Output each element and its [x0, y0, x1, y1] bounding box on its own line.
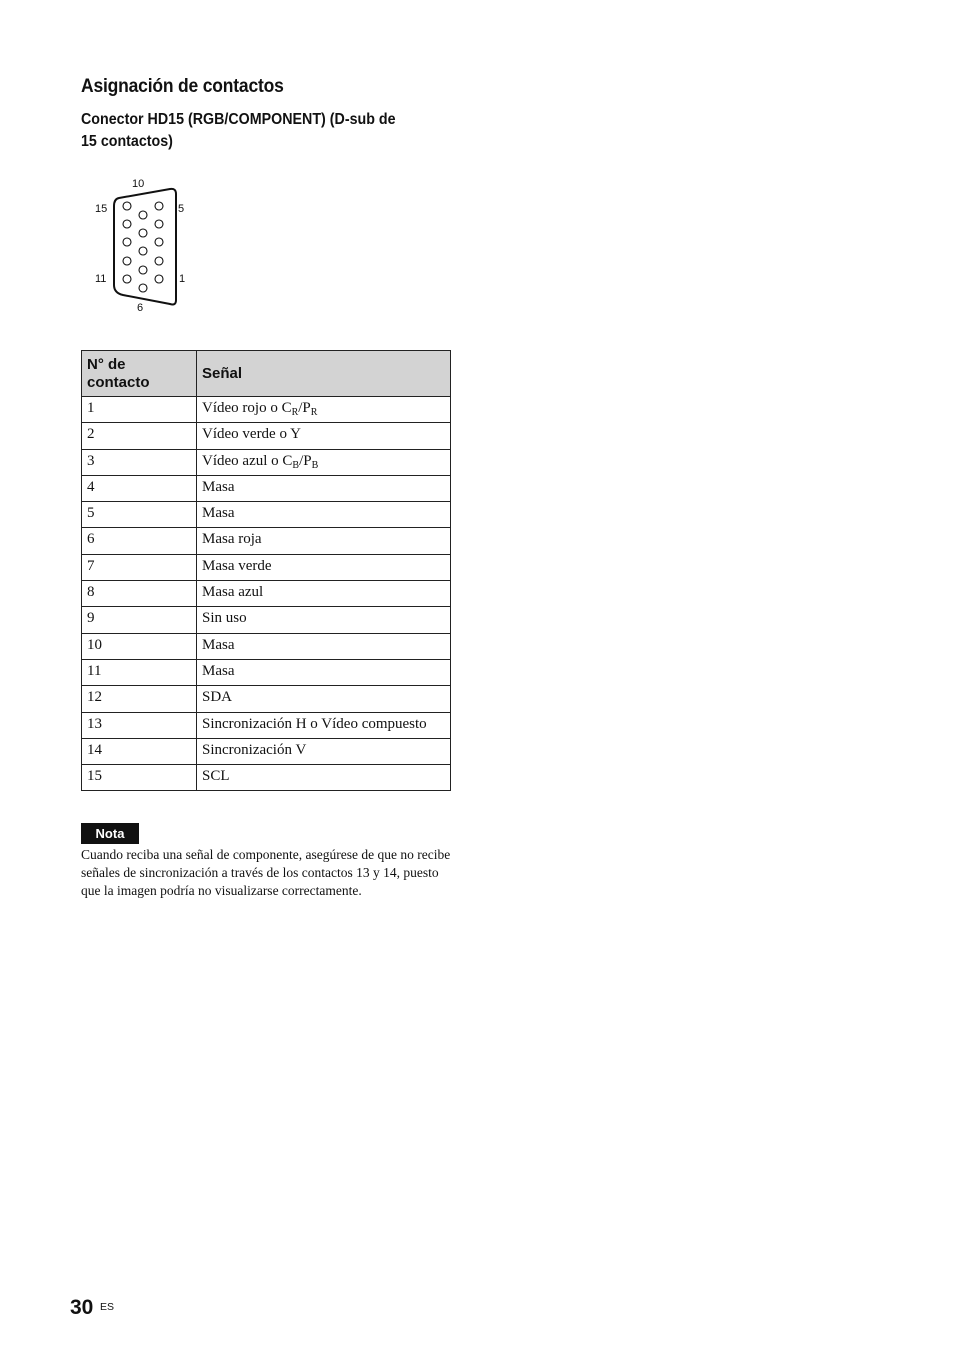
section-title: Asignación de contactos	[81, 76, 284, 97]
pin-number-cell: 2	[82, 423, 197, 449]
pin-number-cell: 13	[82, 712, 197, 738]
table-row	[82, 765, 451, 791]
pin-number-cell: 5	[82, 502, 197, 528]
signal-cell	[197, 528, 451, 554]
signal-cell	[197, 738, 451, 764]
signal-cell	[197, 475, 451, 501]
note-badge: Nota	[81, 823, 139, 844]
pin-number-cell: 6	[82, 528, 197, 554]
table-row	[82, 686, 451, 712]
table-row	[82, 423, 451, 449]
hd15-connector-diagram	[90, 172, 200, 317]
signal-cell	[197, 502, 451, 528]
signal-cell	[197, 659, 451, 685]
pin-hole	[123, 202, 131, 210]
pin-label-11: 11	[95, 273, 107, 285]
signal-text: Masa	[202, 478, 235, 495]
signal-text-mid: /P	[299, 452, 312, 469]
table-row	[82, 607, 451, 633]
note-text: Cuando reciba una señal de componente, asegúrese de que no recibe señales de sincronización a través de los contactos 13 y 14, puesto que la imagen podría no visualizarse correctamente.	[81, 847, 451, 898]
pin-hole	[139, 247, 147, 255]
pin-number-cell: 7	[82, 554, 197, 580]
table-row	[82, 659, 451, 685]
header-signal: Señal	[197, 351, 451, 397]
pin-number-cell: 4	[82, 475, 197, 501]
signal-text: Masa	[202, 636, 235, 653]
signal-cell	[197, 686, 451, 712]
pin-number-cell: 10	[82, 633, 197, 659]
pin-hole	[139, 229, 147, 237]
table-row	[82, 581, 451, 607]
signal-subscript: R	[310, 407, 318, 418]
header-pin-number: N° de contacto	[82, 351, 197, 397]
table-row	[82, 528, 451, 554]
pin-label-15: 15	[95, 203, 108, 215]
signal-cell	[197, 397, 451, 423]
signal-text: Sin uso	[202, 610, 247, 627]
table-row	[82, 475, 451, 501]
table-row	[82, 397, 451, 423]
pin-hole	[123, 275, 131, 283]
signal-text: Vídeo verde o Y	[202, 426, 301, 443]
pin-label-5: 5	[178, 203, 185, 215]
pin-hole	[155, 220, 163, 228]
table-row	[82, 738, 451, 764]
signal-text-mid: /P	[298, 400, 311, 416]
signal-text: Sincronización V	[202, 741, 307, 758]
signal-text: Vídeo rojo o C	[202, 400, 292, 416]
signal-cell	[197, 765, 451, 791]
pin-number-cell: 9	[82, 607, 197, 633]
pin-label-6: 6	[137, 302, 144, 314]
signal-text: Sincronización H o Vídeo compuesto	[202, 715, 427, 732]
pin-label-10: 10	[132, 178, 145, 190]
pin-number-cell: 14	[82, 738, 197, 764]
table-row	[82, 449, 451, 475]
pin-hole	[155, 238, 163, 246]
signal-cell	[197, 554, 451, 580]
signal-cell	[197, 449, 451, 475]
table-row	[82, 633, 451, 659]
pin-label-1: 1	[179, 273, 186, 285]
signal-text: Masa roja	[202, 531, 262, 548]
pin-number-cell: 8	[82, 581, 197, 607]
signal-cell	[197, 423, 451, 449]
table-row	[82, 712, 451, 738]
signal-subscript: B	[311, 459, 319, 471]
signal-cell	[197, 712, 451, 738]
pin-number-cell: 3	[82, 449, 197, 475]
signal-text: Masa	[202, 505, 235, 522]
signal-subscript: R	[291, 407, 299, 418]
signal-text: SDA	[202, 689, 233, 706]
pin-hole	[123, 257, 131, 265]
pin-hole	[123, 238, 131, 246]
pin-hole	[139, 211, 147, 219]
signal-subscript: B	[292, 459, 300, 471]
pin-number-cell: 1	[82, 397, 197, 423]
signal-text: SCL	[202, 768, 230, 785]
pin-hole	[139, 284, 147, 292]
signal-text: Masa	[202, 662, 235, 679]
pin-hole	[155, 202, 163, 210]
pin-hole	[155, 275, 163, 283]
signal-cell	[197, 607, 451, 633]
pin-hole	[155, 257, 163, 265]
pin-hole	[123, 220, 131, 228]
signal-cell	[197, 581, 451, 607]
table-row	[82, 502, 451, 528]
signal-text: Masa azul	[202, 584, 264, 601]
signal-text: Masa verde	[202, 557, 272, 574]
pin-number-cell: 11	[82, 659, 197, 685]
pin-number-cell: 12	[82, 686, 197, 712]
pin-hole	[139, 266, 147, 274]
signal-text: Vídeo azul o C	[202, 452, 293, 469]
table-header-row	[82, 351, 451, 397]
pin-number-cell: 15	[82, 765, 197, 791]
pin-assignment-table	[81, 350, 451, 791]
signal-cell	[197, 633, 451, 659]
page-language: ES	[100, 1301, 115, 1313]
page-number: 30	[70, 1296, 94, 1319]
table-row	[82, 554, 451, 580]
subsection-title: Conector HD15 (RGB/COMPONENT) (D-sub de 15 contactos)	[81, 111, 396, 150]
